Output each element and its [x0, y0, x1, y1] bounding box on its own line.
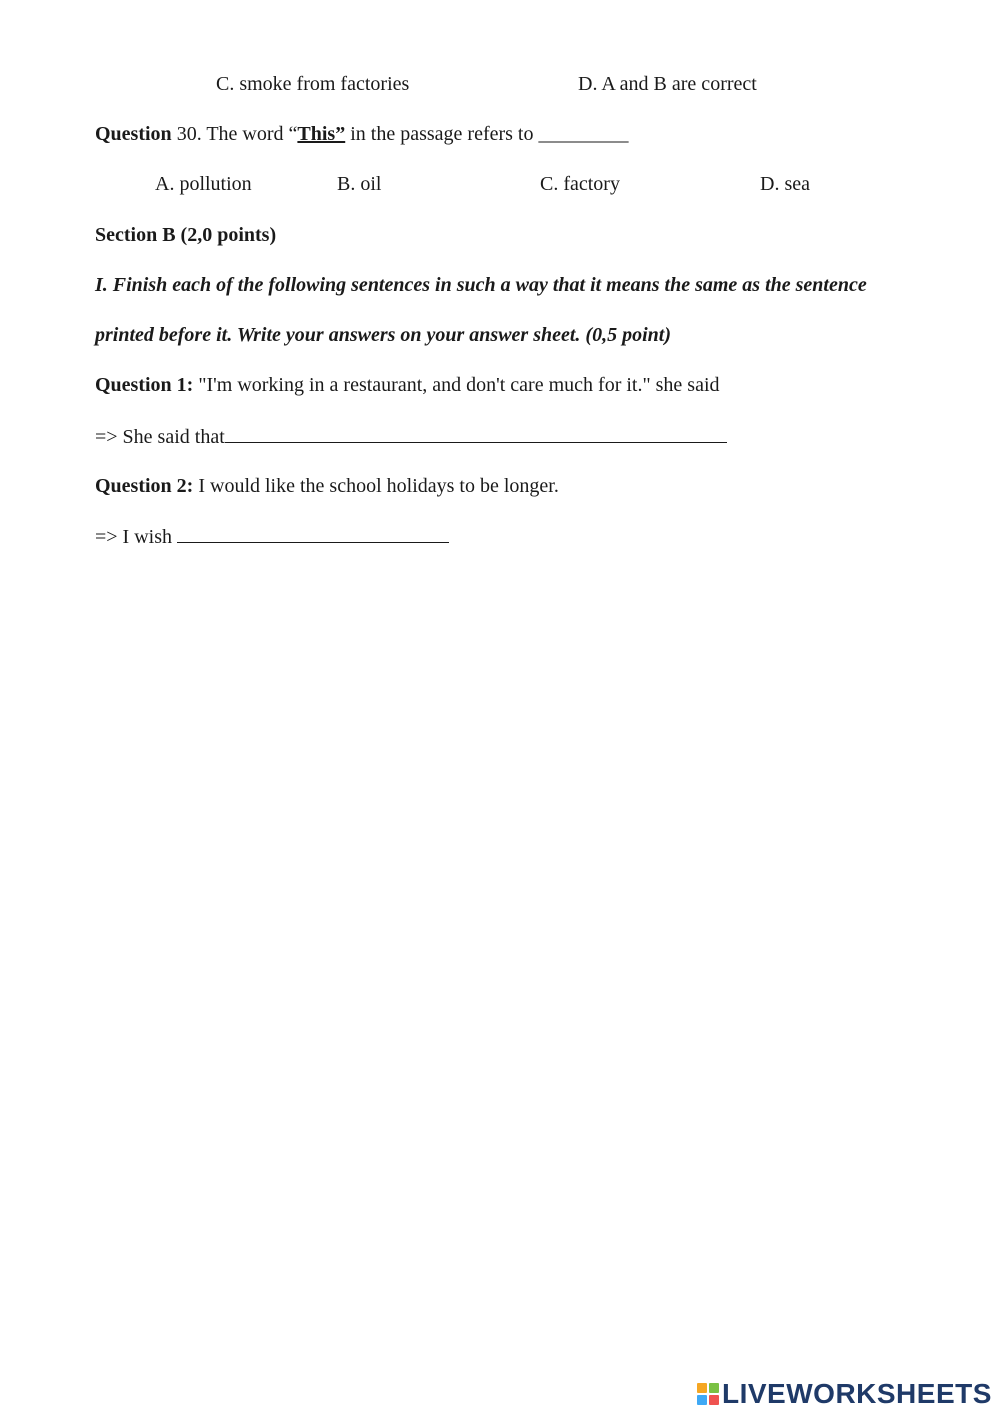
q29-option-c: C. smoke from factories	[216, 73, 410, 95]
question-30-text-after: in the passage refers to	[345, 123, 539, 145]
logo-square-2	[709, 1383, 719, 1393]
liveworksheets-logo	[697, 1378, 992, 1410]
question-2-answer	[95, 524, 449, 549]
question-30	[95, 122, 628, 146]
liveworksheets-logo-icon	[697, 1383, 719, 1405]
section-b-title: Section B (2,0 points)	[95, 224, 277, 246]
q30-option-c: C. factory	[540, 173, 620, 195]
section-b-instruction-line2: printed before it. Write your answers on your answer sheet. (0,5 point)	[95, 324, 671, 346]
question-1-answer-blank[interactable]	[225, 424, 727, 443]
question-1-label: Question 1:	[95, 374, 194, 396]
question-1-answer-prompt: => She said that	[95, 426, 225, 448]
question-30-referenced-word: This”	[297, 123, 346, 145]
liveworksheets-logo-text: LIVEWORKSHEETS	[722, 1378, 992, 1409]
logo-square-1	[697, 1383, 707, 1393]
question-2-label: Question 2:	[95, 475, 194, 497]
question-2-answer-blank[interactable]	[177, 524, 449, 543]
question-30-blank: _________	[538, 123, 629, 145]
question-30-text-before: 30. The word “	[171, 123, 298, 145]
logo-square-4	[709, 1395, 719, 1405]
question-30-label: Question	[95, 123, 172, 145]
logo-square-3	[697, 1395, 707, 1405]
q30-option-b: B. oil	[337, 173, 382, 195]
q30-option-d: D. sea	[760, 173, 810, 195]
q30-option-a: A. pollution	[155, 173, 252, 195]
question-2-text: I would like the school holidays to be longer.	[193, 475, 559, 497]
question-1-text: "I'm working in a restaurant, and don't care much for it." she said	[193, 374, 720, 396]
section-b-instruction-line1: I. Finish each of the following sentences in such a way that it means the same as the sentence	[95, 274, 867, 296]
question-1	[95, 373, 720, 397]
question-2-answer-prompt: => I wish	[95, 526, 178, 548]
question-1-answer	[95, 424, 727, 449]
q29-option-d: D. A and B are correct	[578, 73, 757, 95]
question-2	[95, 474, 559, 498]
